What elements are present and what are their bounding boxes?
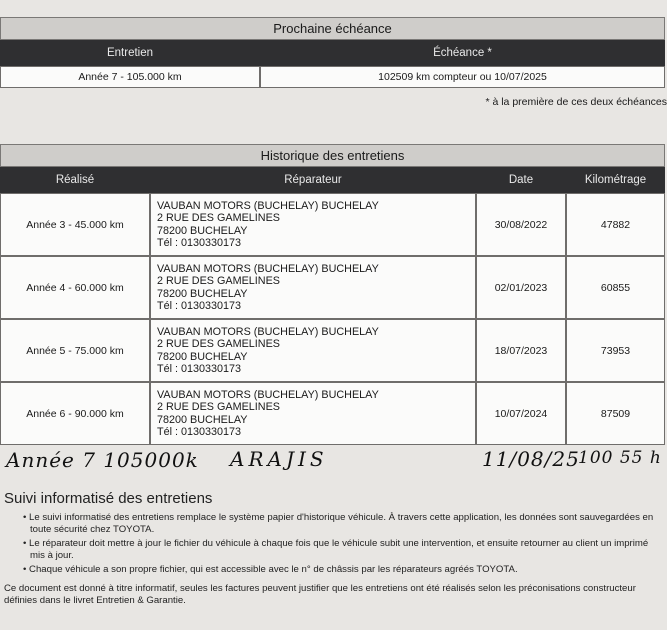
rep-city: 78200 BUCHELAY [157,350,248,363]
table-row-3-date: 18/07/2023 [476,319,566,382]
suivi-bullet-3: • Chaque véhicule a son propre fichier, qui est accessible avec le n° de châssis par les réparateurs agréés TOYOTA. [18,564,658,576]
table-row-4-km: 87509 [566,382,665,445]
table-row-2-km: 60855 [566,256,665,319]
prochaine-echeance-value: 102509 km compteur ou 10/07/2025 [260,66,665,88]
historique-title [0,144,665,167]
prochaine-echeance-title [0,17,665,40]
prochaine-entretien-value: Année 7 - 105.000 km [0,66,260,88]
rep-street: 2 RUE DES GAMELINES [157,275,280,287]
col-reparateur-header: Réparateur [284,174,342,186]
prochaine-header-row [0,40,665,66]
table-row-1-realise: Année 3 - 45.000 km [0,193,150,256]
table-row-2-reparateur [150,256,476,319]
table-row-2-date: 02/01/2023 [476,256,566,319]
rep-name: VAUBAN MOTORS (BUCHELAY) BUCHELAY [157,325,379,338]
suivi-bullet-list [18,512,658,579]
handwritten-km: 100 55 h [578,448,662,468]
table-row-4-reparateur [150,382,476,445]
table-row-3-realise: Année 5 - 75.000 km [0,319,150,382]
suivi-disclaimer: Ce document est donné à titre informatif, seules les factures peuvent justifier que les entretiens ont été réalisés selon les préconisations constructeur définies dans le livret Entretien & Garantie. [4,583,636,606]
handwritten-reparateur: ARAJIS [230,447,328,471]
table-row-1-km: 47882 [566,193,665,256]
col-date-header: Date [508,174,534,186]
table-row-3-reparateur [150,319,476,382]
col-realise-header: Réalisé [55,174,95,186]
col-echeance-header: Échéance * [433,47,492,59]
rep-phone: Tél : 0130330173 [157,237,242,249]
rep-city: 78200 BUCHELAY [157,287,248,300]
table-row-2-realise: Année 4 - 60.000 km [0,256,150,319]
suivi-title: Suivi informatisé des entretiens [4,490,213,507]
table-row-1-reparateur [150,193,476,256]
table-row-3-km: 73953 [566,319,665,382]
rep-name: VAUBAN MOTORS (BUCHELAY) BUCHELAY [157,262,379,275]
table-row-1-date: 30/08/2022 [476,193,566,256]
rep-name: VAUBAN MOTORS (BUCHELAY) BUCHELAY [157,388,379,401]
rep-street: 2 RUE DES GAMELINES [157,338,280,350]
table-row-4-date: 10/07/2024 [476,382,566,445]
rep-phone: Tél : 0130330173 [157,300,242,312]
rep-phone: Tél : 0130330173 [157,363,242,375]
suivi-bullet-2: • Le réparateur doit mettre à jour le fichier du véhicule à chaque fois que le véhicule subit une intervention, et ensuite retourner au client un imprimé mis à jour. [18,538,658,561]
table-row-4-realise: Année 6 - 90.000 km [0,382,150,445]
historique-title-text: Historique des entretiens [260,148,405,163]
rep-name: VAUBAN MOTORS (BUCHELAY) BUCHELAY [157,199,379,212]
rep-city: 78200 BUCHELAY [157,224,248,237]
rep-street: 2 RUE DES GAMELINES [157,401,280,413]
col-entretien-header: Entretien [106,47,154,59]
rep-phone: Tél : 0130330173 [157,426,242,438]
handwritten-realise: Année 7 105000k [6,448,199,472]
rep-city: 78200 BUCHELAY [157,413,248,426]
prochaine-title-text: Prochaine échéance [273,21,392,36]
suivi-bullet-1: • Le suivi informatisé des entretiens remplace le système papier d'historique véhicule. À travers cette application, les données sont sauvegardées en toute sécurité chez TOYOTA. [18,512,658,535]
col-km-header: Kilométrage [584,174,647,186]
historique-header-row [0,167,665,193]
handwritten-date: 11/08/25 [482,447,580,471]
prochaine-footnote: * à la première de ces deux échéances [485,96,667,108]
rep-street: 2 RUE DES GAMELINES [157,212,280,224]
